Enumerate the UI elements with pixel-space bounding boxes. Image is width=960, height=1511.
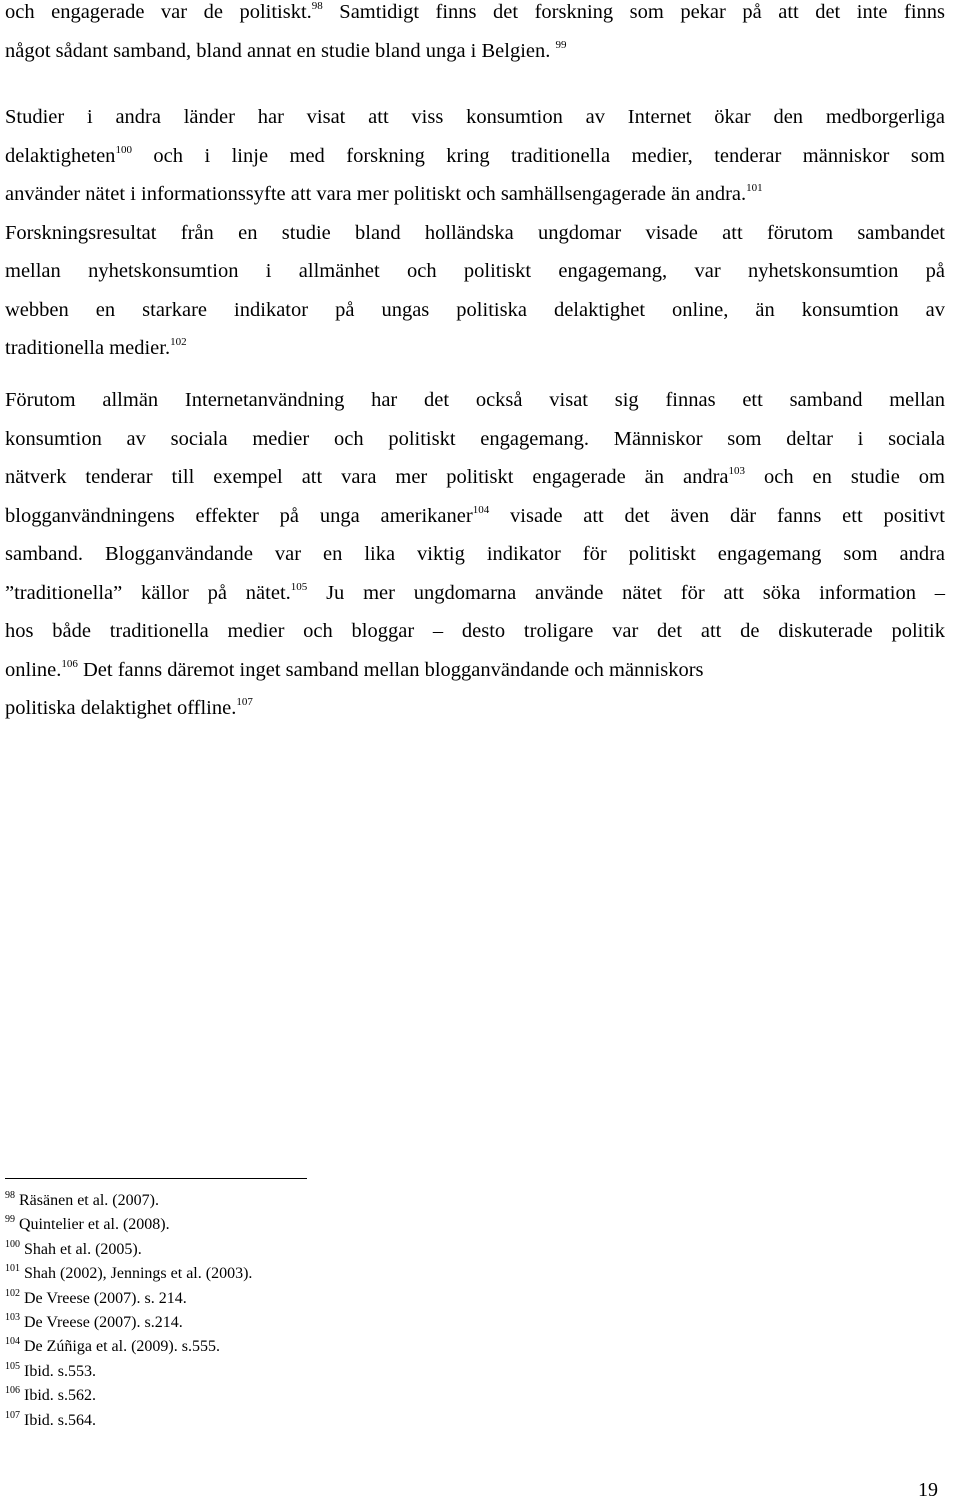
footnote-ref: 101	[746, 182, 763, 194]
footnote	[5, 1262, 505, 1286]
footnote-ref: 104	[472, 503, 490, 516]
text-run: Det fanns däremot inget samband mellan blogganvändande och människors	[77, 658, 704, 681]
footnote-text: De Vreese (2007). s.214.	[20, 1314, 183, 1332]
footnote	[5, 1384, 505, 1408]
text-line	[5, 175, 945, 214]
footnote-ref: 107	[236, 696, 253, 708]
text-run: hos både traditionella medier och bloggar – desto troligare var det att de diskuterade politik	[5, 620, 945, 642]
text-run: blogganvändningens effekter på unga amerikaner	[5, 504, 473, 527]
footnote	[5, 1213, 505, 1237]
text-run: ”traditionella” källor på nätet.	[5, 581, 291, 604]
text-line	[5, 574, 945, 613]
text-run: Forskningsresultat från en studie bland holländska ungdomar visade att förutom sambandet	[5, 221, 945, 244]
footnotes	[5, 1189, 505, 1433]
footnote-text: Ibid. s.562.	[20, 1387, 96, 1405]
text-run: mellan nyhetskonsumtion i allmänhet och politiskt engagemang, var nyhetskonsumtion på	[5, 260, 945, 282]
footnote-number: 106	[5, 1385, 20, 1397]
footnote	[5, 1287, 505, 1311]
footnote-ref: 106	[61, 657, 78, 670]
footnote	[5, 1360, 505, 1384]
footnote-text: Shah (2002), Jennings et al. (2003).	[20, 1265, 253, 1283]
text-run: nätverk tenderar till exempel att vara mer politiskt engagerade än andra	[5, 466, 729, 488]
text-line	[5, 329, 945, 368]
text-run: Ju mer ungdomarna använde nätet för att söka information –	[307, 581, 945, 604]
text-run: delaktigheten	[5, 144, 116, 167]
text-run: och i linje med forskning kring traditionella medier, tenderar människor som	[131, 144, 945, 167]
text-run: och en studie om	[745, 466, 945, 488]
text-line	[5, 420, 945, 459]
text-line	[5, 32, 945, 71]
text-line	[5, 291, 945, 330]
footnote-number: 100	[5, 1238, 20, 1250]
text-line	[5, 98, 945, 137]
paragraph-belgium-study	[5, 0, 945, 70]
text-line	[5, 497, 945, 536]
footnote-ref: 99	[555, 38, 567, 51]
text-run: och engagerade var de politiskt.	[5, 1, 312, 23]
text-run: använder nätet i informationssyfte att vara mer politiskt och samhällsengagerade än andra.	[5, 183, 747, 205]
footnote	[5, 1189, 505, 1213]
footnote-ref: 100	[115, 143, 132, 156]
text-run: politiska delaktighet offline.	[5, 697, 237, 719]
text-line	[5, 458, 945, 497]
footnote-number: 107	[5, 1409, 20, 1421]
footnote-separator	[5, 1178, 307, 1179]
text-run: konsumtion av sociala medier och politiskt engagemang. Människor som deltar i sociala	[5, 427, 945, 450]
text-run: online.	[5, 658, 62, 681]
footnote-text: Shah et al. (2005).	[20, 1240, 142, 1258]
footnote-text: Quintelier et al. (2008).	[15, 1216, 170, 1234]
footnote	[5, 1335, 505, 1359]
text-line	[5, 535, 945, 574]
footnote-ref: 98	[311, 0, 323, 12]
footnote	[5, 1311, 505, 1335]
text-run: Samtidigt finns det forskning som pekar på att det inte finns	[322, 1, 946, 23]
footnote-number: 102	[5, 1287, 20, 1299]
paragraph-social-media	[5, 381, 945, 728]
text-run: visade att det även där fanns ett positivt	[489, 504, 946, 527]
footnote-number: 101	[5, 1263, 20, 1275]
text-run: något sådant samband, bland annat en studie bland unga i Belgien.	[5, 39, 551, 62]
footnote-number: 99	[5, 1214, 15, 1226]
text-run: samband. Blogganvändande var en lika viktig indikator för politiskt engagemang som andra	[5, 543, 945, 565]
text-run: traditionella medier.	[5, 337, 171, 359]
footnote-text: Räsänen et al. (2007).	[15, 1192, 159, 1209]
footnote-number: 103	[5, 1312, 20, 1324]
footnote-text: De Zúñiga et al. (2009). s.555.	[20, 1338, 220, 1356]
footnote-text: De Vreese (2007). s. 214.	[20, 1289, 187, 1307]
text-run: Förutom allmän Internetanvändning har det också visat sig finnas ett samband mellan	[5, 389, 945, 411]
text-line	[5, 252, 945, 291]
text-run: webben en starkare indikator på ungas politiska delaktighet online, än konsumtion av	[5, 298, 945, 321]
footnote-number: 104	[5, 1336, 20, 1348]
footnote-number: 105	[5, 1360, 20, 1372]
text-line	[5, 214, 945, 253]
text-line	[5, 689, 945, 728]
footnote-ref: 102	[170, 336, 187, 348]
text-line	[5, 381, 945, 420]
text-line	[5, 651, 945, 690]
footnote-ref: 103	[728, 465, 746, 477]
paragraph-internet-consumption	[5, 98, 945, 368]
footnote	[5, 1409, 505, 1433]
footnote-text: Ibid. s.564.	[20, 1411, 96, 1429]
footnote-number: 98	[5, 1190, 15, 1201]
text-line	[5, 0, 945, 32]
text-line	[5, 137, 945, 176]
footnote-text: Ibid. s.553.	[20, 1362, 96, 1380]
footnote	[5, 1238, 505, 1262]
text-run: Studier i andra länder har visat att viss konsumtion av Internet ökar den medborgerliga	[5, 106, 945, 128]
text-line	[5, 612, 945, 651]
footnote-ref: 105	[290, 580, 308, 593]
page-number: 19	[918, 1479, 938, 1501]
